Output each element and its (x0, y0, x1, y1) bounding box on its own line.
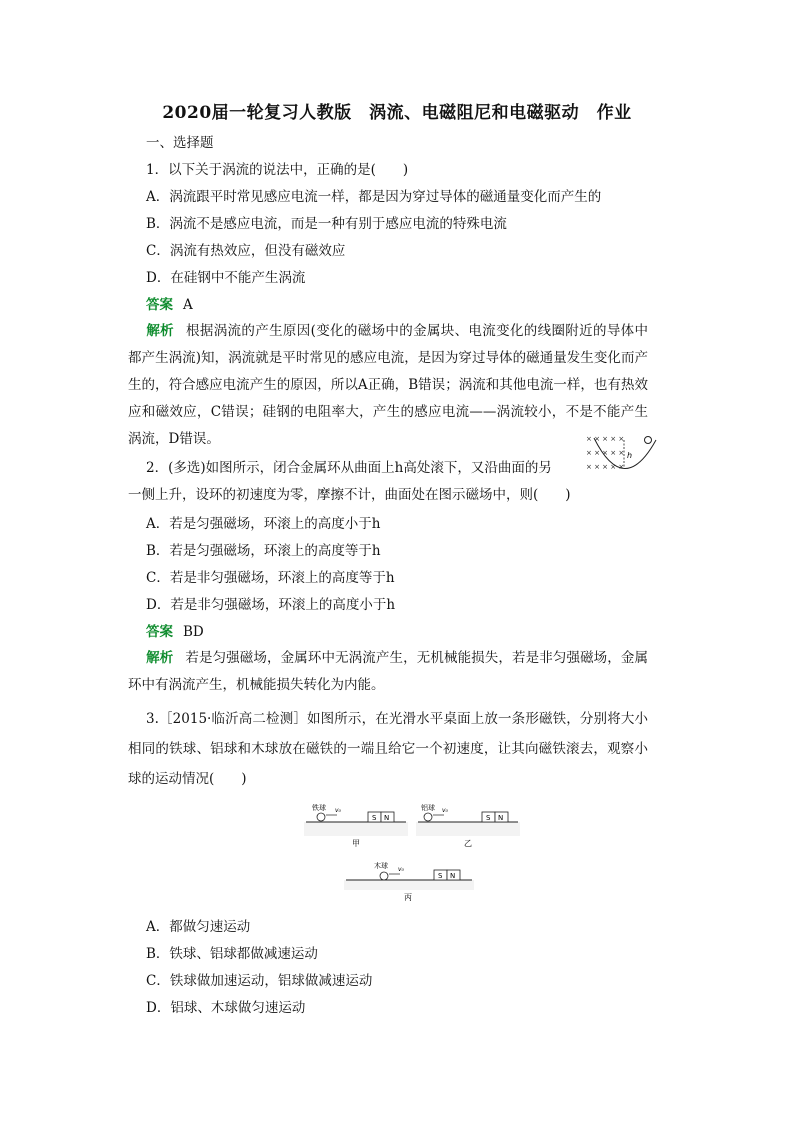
svg-text:N: N (498, 814, 504, 822)
q2-option-a: A．若是匀强磁场，环滚上的高度小于h (146, 516, 381, 532)
svg-text:v₀: v₀ (335, 807, 341, 814)
q1-answer (146, 296, 193, 314)
metal-ring-icon (645, 437, 652, 444)
section-heading: 一、选择题 (146, 135, 214, 151)
svg-text:v₀: v₀ (398, 866, 404, 873)
page-title: 2020届一轮复习人教版 涡流、电磁阻尼和电磁驱动 作业 (162, 103, 632, 123)
analysis-label: 解析 (146, 323, 175, 339)
q2-analysis (128, 645, 648, 699)
caption-yi: 乙 (464, 839, 472, 848)
q2-stem-line1: 2．(多选)如图所示，闭合金属环从曲面上h高处滚下，又沿曲面的另 (146, 460, 552, 476)
iron-ball-icon (317, 813, 325, 821)
svg-text:× × × × ×: × × × × × (586, 463, 625, 471)
q2-figure (584, 432, 670, 478)
svg-text:× × × × ×: × × × × × (586, 449, 625, 457)
q1-option-c: C．涡流有热效应，但没有磁效应 (146, 243, 346, 259)
q3-option-b: B．铁球、铝球都做减速运动 (146, 946, 318, 962)
q3-option-c: C．铁球做加速运动，铝球做减速运动 (146, 973, 373, 989)
q1-stem: 1．以下关于涡流的说法中，正确的是( ) (146, 162, 409, 178)
answer-label: 答案 (146, 297, 173, 313)
svg-text:S: S (438, 872, 443, 880)
caption-jia: 甲 (352, 839, 360, 848)
magnetic-field-crosses (586, 435, 624, 471)
q3-option-a: A．都做匀速运动 (146, 919, 251, 935)
svg-text:× × × × ×: × × × × × (586, 435, 625, 443)
ball-label-iron: 铁球 (312, 804, 326, 812)
aluminum-ball-icon (424, 813, 432, 821)
analysis-label: 解析 (146, 650, 174, 666)
q1-option-a: A．涡流跟平时常见感应电流一样，都是因为穿过导体的磁通量变化而产生的 (146, 189, 602, 205)
answer-label: 答案 (146, 624, 173, 640)
q1-option-d: D．在硅钢中不能产生涡流 (146, 270, 306, 286)
q2-stem-line2: 一侧上升，设环的初速度为零，摩擦不计，曲面处在图示磁场中，则( ) (128, 487, 571, 503)
svg-text:v₀: v₀ (442, 807, 448, 814)
q1-option-b: B．涡流不是感应电流，而是一种有别于感应电流的特殊电流 (146, 216, 507, 232)
height-label: h (627, 451, 633, 460)
q2-answer (146, 623, 204, 641)
answer-value: A (183, 297, 193, 313)
q2-option-c: C．若是非匀强磁场，环滚上的高度等于h (146, 570, 395, 586)
wood-ball-icon (380, 872, 388, 880)
answer-value: BD (183, 624, 204, 640)
svg-text:S: S (372, 814, 377, 822)
q3-option-d: D．铝球、木球做匀速运动 (146, 1000, 306, 1016)
ball-label-aluminum: 铝球 (421, 804, 435, 812)
svg-text:N: N (384, 814, 390, 822)
analysis-text: 若是匀强磁场，金属环中无涡流产生，无机械能损失，若是非匀强磁场，金属环中有涡流产生，机械能损失转化为内能。 (128, 650, 649, 693)
svg-text:N: N (450, 872, 456, 880)
caption-bing: 丙 (404, 893, 412, 902)
q2-option-d: D．若是非匀强磁场，环滚上的高度小于h (146, 597, 396, 613)
analysis-text: 根据涡流的产生原因(变化的磁场中的金属块、电流变化的线圈附近的导体中都产生涡流)知，涡流就是平时常见的感应电流，是因为穿过导体的磁通量发生变化而产生的，符合感应电流产生的原因，所以A正确，B错误；涡流和其他电流一样，也有热效应和磁效应，C错误；硅钢的电阻率大，产生的感应电流——涡流较小，不是不能产生涡流，D错误。 (128, 323, 648, 447)
q3-stem-text: 3.［2015·临沂高二检测］如图所示，在光滑水平桌面上放一条形磁铁，分别将大小相同的铁球、铝球和木球放在磁铁的一端且给它一个初速度，让其向磁铁滚去，观察小球的运动情况( ) (128, 711, 648, 787)
q2-option-b: B．若是匀强磁场，环滚上的高度等于h (146, 543, 381, 559)
ball-label-wood: 木球 (374, 862, 388, 870)
q1-analysis (128, 318, 648, 453)
q3-figure (304, 800, 522, 904)
q3-stem (128, 704, 648, 794)
svg-text:S: S (486, 814, 491, 822)
